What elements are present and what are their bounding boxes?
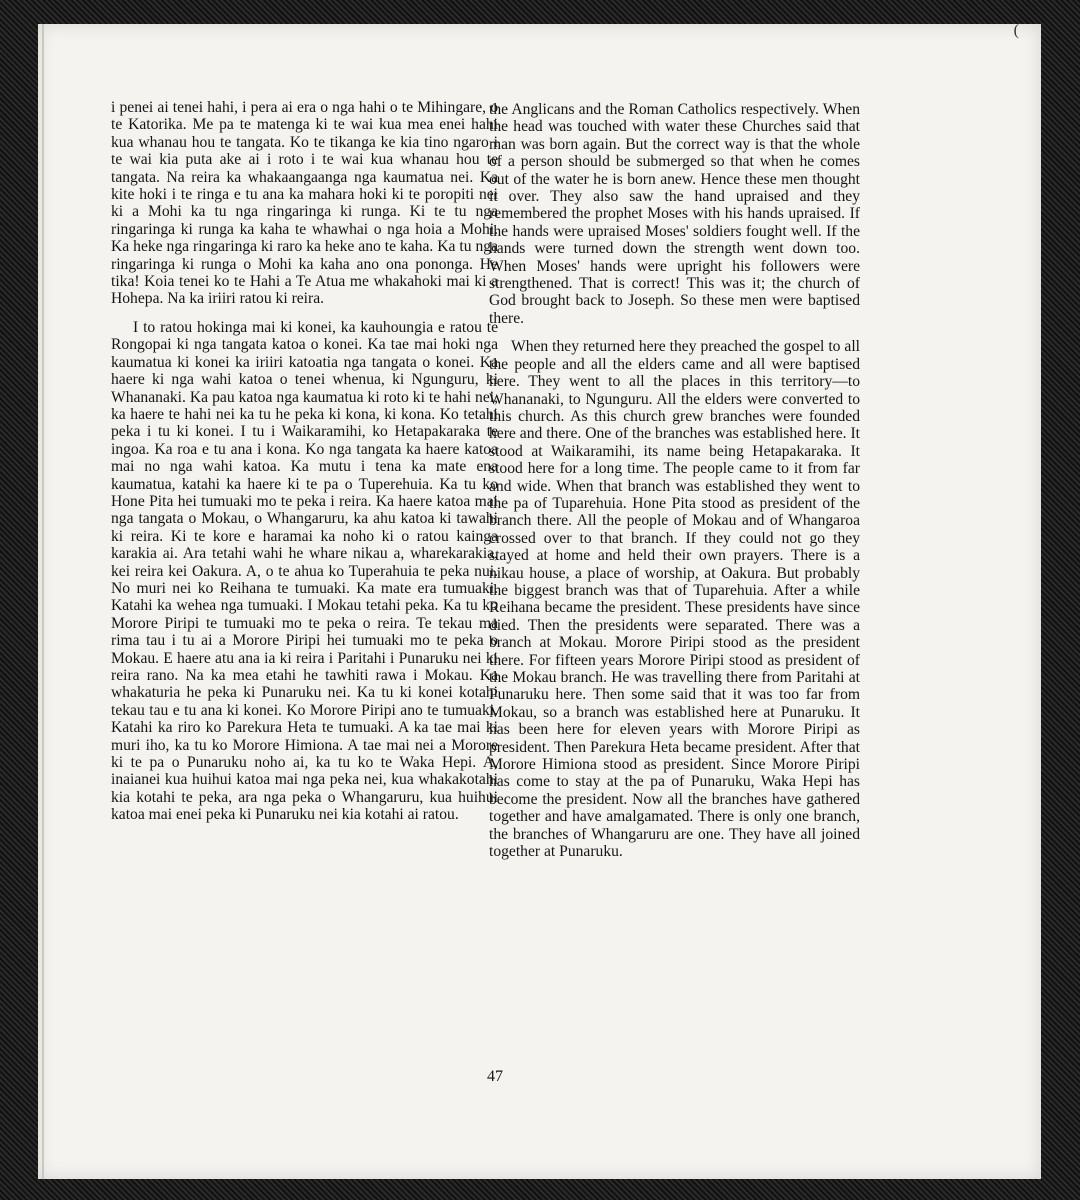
- english-paragraph-1: the Anglicans and the Roman Catholics respectively. When the head was touched with water these Churches said that man was born again. But the correct way is that the whole of a person should be submerged so that when he comes out of the water he is born anew. Hence these men thought it over. They also saw the hand upraised and they remembered the prophet Moses with his hands upraised. If the hands were upraised Moses' soldiers fought well. If the hands were turned down the strength went down too. When Moses' hands were upright his followers were strengthened. That is correct! This was it; the church of God brought back to Joseph. So these men were baptised there.: [489, 101, 860, 327]
- maori-paragraph-1: i penei ai tenei hahi, i pera ai era o nga hahi o te Mihingare, o te Katorika. Me pa te matenga ki te wai kua mea enei hahi kua whanau hou te tangata. Ko te tikanga ke kia tino ngaro i te wai kia puta ake ai i roto i te wai kua whanau hou te tangata. Na reira ka whakaangaanga nga kaumatua nei. Ka kite hoki i te ringa e tu ana ka mahara hoki ki te poropiti nei ki a Mohi ka tu nga ringaringa ki runga. Ki te tu nga ringaringa ki runga ka kaha te whawhai o nga hoia a Mohi. Ka heke nga ringaringa ki raro ka heke ano te kaha. Ka tu nga ringaringa ki runga o Mohi ka kaha ano ona pononga. He tika! Koia tenei ko te Hahi a Te Atua me whakahoki mai ki a Hohepa. Na ka iriiri ratou ki reira.: [111, 99, 498, 308]
- document-page: [38, 24, 1041, 1179]
- maori-text-column: [111, 99, 498, 824]
- english-paragraph-2: When they returned here they preached the gospel to all the people and all the elders came and all were baptised here. They went to all the places in this territory—to Whananaki, to Ngunguru. All the elders were converted to this church. As this church grew branches were founded here and there. One of the branches was established here. It stood at Waikaramihi, its name being Hetapakaraka. It stood here for a long time. The people came to it from far and wide. When that branch was established they went to the pa of Tuparehuia. Hone Pita stood as president of the branch there. All the people of Mokau and of Whangaroa crossed over to that branch. If they could not go they stayed at home and held their own prayers. There is a nikau house, a place of worship, at Oakura. But probably the biggest branch was that of Tuparehuia. After a while Reihana became the president. These presidents have since died. Then the presidents were separated. There was a branch at Mokau. Morore Piripi stood as the president there. For fifteen years Morore Piripi stood as president of the Mokau branch. He was travelling there from Paritahi at Punaruku here. Then some said that it was too far from Mokau, so a branch was established here at Punaruku. It has been here for eleven years with Morore Piripi as president. Then Parekura Heta became president. After that Morore Himiona stood as president. Since Morore Piripi has come to stay at the pa of Punaruku, Waka Hepi has become the president. Now all the branches have gathered together and have amalgamated. There is only one branch, the branches of Whangaruru are one. They have all joined together at Punaruku.: [489, 338, 860, 861]
- corner-mark: (: [1013, 22, 1019, 39]
- maori-paragraph-2: I to ratou hokinga mai ki konei, ka kauhoungia e ratou te Rongopai ki nga tangata katoa o konei. Ka tae mai hoki nga kaumatua ki konei ka iriiri katoatia nga tangata o konei. Ka haere ki nga wahi katoa o tenei whenua, ki Ngunguru, ki Whananaki. Ka pau katoa nga kaumatua ki roto ki te hahi nei, ka haere te hahi nei ka tu he peka ki kona, ki kona. Ko tetahi peka i tu ki konei. I tu i Waikaramihi, ko Hetapakaraka te ingoa. Ka roa e tu ana i kona. Ko nga tangata ka haere katoa mai no nga wahi katoa. Ka mutu i tena ka mate ena kaumatua, katahi ka haere ki te pa o Tuperehuia. Ka tu ko Hone Pita hei tumuaki mo te peka i reira. Ka haere katoa mai nga tangata o Mokau, o Whangaruru, ka ahu katoa ki tawahi ki reira. Ki te kore e haramai ka noho ki o ratou kainga karakia ai. Ara tetahi wahi he whare nikau a, wharekarakia, kei reira kei Oakura. A, o te ahua ko Tuperahuia te peka nui. No muri nei ko Reihana te tumuaki. Ka mate era tumuaki. Katahi ka wehea nga tumuaki. I Mokau tetahi peka. Ka tu ko Morore Piripi te tumuaki mo te peka o reira. Te tekau ma rima tau i tu ai a Morore Piripi hei tumuaki mo te peka o Mokau. E haere atu ana ia ki reira i Paritahi i Punaruku nei ki reira rano. Na ka mea etahi he tawhiti rawa i Mokau. Ka whakaturia he peka ki Punaruku nei. Ka tu ki konei kotahi tekau tau e tu ana ki konei. Ko Morore Piripi ano te tumuaki. Katahi ka riro ko Parekura Heta te tumuaki. A ka tae mai ki muri iho, ka tu ko Morore Himiona. A tae mai nei a Morore ki te pa o Punaruku noho ai, ka tu ko te Waka Hepi. A, inaianei kua huihui katoa mai nga peka nei, kua whakakotahi kia kotahi te peka, ara nga peka o Whangaruru, kua huihui katoa mai enei peka ki Punaruku nei kia kotahi ai ratou.: [111, 318, 498, 824]
- english-text-column: [489, 101, 860, 860]
- page-edge: [42, 24, 44, 1179]
- page-number: 47: [487, 1068, 503, 1085]
